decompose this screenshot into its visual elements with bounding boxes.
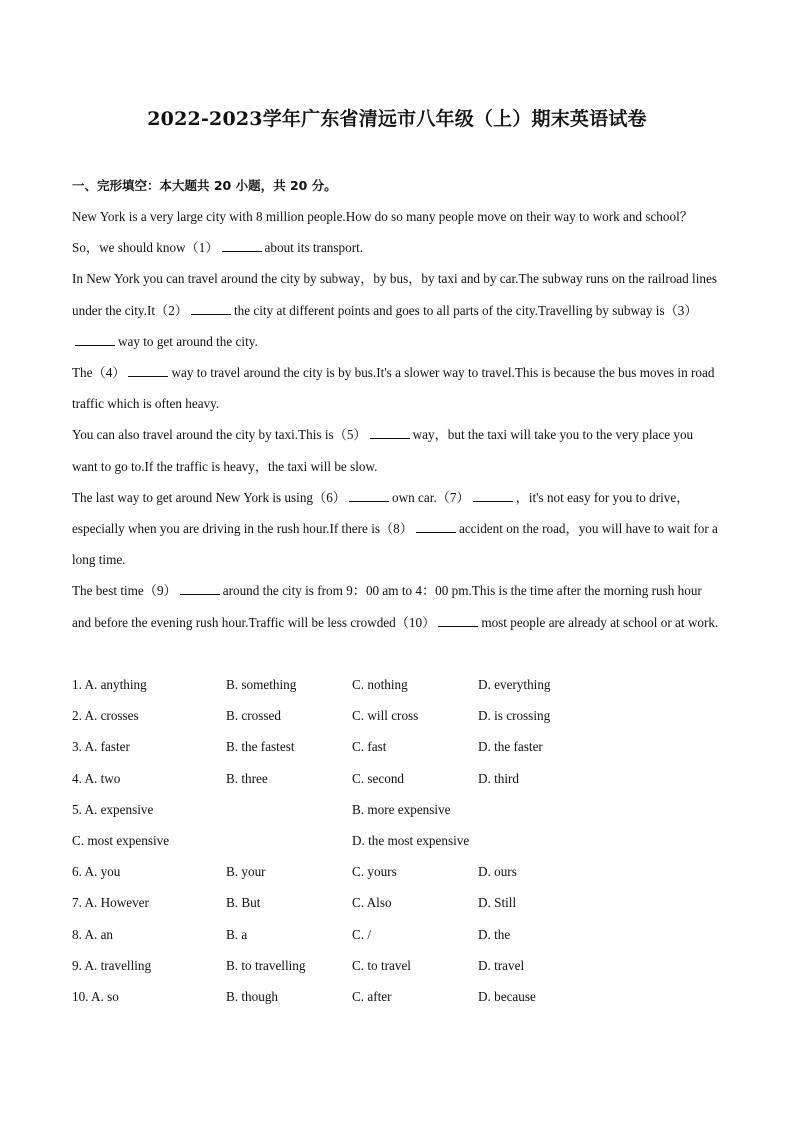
option-choice: C. second bbox=[352, 770, 405, 786]
option-choice: B. the fastest bbox=[226, 739, 295, 755]
option-choice: D. Still bbox=[478, 895, 517, 911]
answer-blank bbox=[128, 363, 168, 377]
option-choice: C. fast bbox=[352, 739, 387, 755]
option-choice: C. Also bbox=[352, 895, 392, 911]
passage-paragraph bbox=[72, 575, 720, 637]
option-choice: D. everything bbox=[478, 677, 551, 692]
option-row bbox=[72, 763, 732, 794]
option-choice: D. because bbox=[478, 988, 536, 1004]
option-row bbox=[72, 887, 732, 918]
option-choice: B. though bbox=[226, 988, 279, 1004]
option-row bbox=[72, 669, 732, 700]
passage-text: way to get around the city. bbox=[118, 333, 258, 349]
passage-paragraph bbox=[72, 357, 720, 419]
option-choice: C. after bbox=[352, 988, 392, 1004]
option-choice: D. is crossing bbox=[478, 708, 551, 724]
option-choice: C. will cross bbox=[352, 708, 419, 724]
passage-paragraph bbox=[72, 201, 720, 263]
option-choice: 2. A. crosses bbox=[72, 708, 139, 724]
answer-blank bbox=[180, 581, 220, 595]
answer-blank bbox=[438, 613, 478, 627]
option-choice: B. crossed bbox=[226, 708, 281, 724]
option-row bbox=[72, 950, 732, 981]
option-row bbox=[72, 825, 732, 856]
option-choice: B. three bbox=[226, 770, 268, 786]
option-choice: 10. A. so bbox=[72, 988, 119, 1004]
option-choice: 4. A. two bbox=[72, 770, 121, 786]
option-choice: D. the most expensive bbox=[352, 832, 470, 848]
passage-text: The last way to get around New York is using（6） bbox=[72, 489, 346, 505]
option-choice: B. your bbox=[226, 864, 266, 880]
option-choice: D. travel bbox=[478, 957, 525, 973]
option-choice: C. nothing bbox=[352, 677, 408, 692]
answer-blank bbox=[191, 301, 231, 315]
answer-options bbox=[72, 669, 732, 1012]
passage-text: about its transport. bbox=[264, 240, 364, 256]
option-choice: 8. A. an bbox=[72, 926, 114, 942]
option-choice: D. the bbox=[478, 926, 511, 942]
passage-text: accident on the road，you will have to wait for a long time. bbox=[72, 521, 718, 568]
option-choice: D. ours bbox=[478, 864, 517, 880]
option-row bbox=[72, 700, 732, 731]
passage-text: most people are already at school or at work. bbox=[481, 614, 719, 630]
passage-text: around the city is from 9：00 am to 4：00 pm.This is the time after the morning rush hour and before the evening rush hour.Traffic will be less crowded（10） bbox=[72, 583, 702, 630]
cloze-passage bbox=[72, 201, 720, 638]
option-choice: D. the faster bbox=[478, 739, 543, 755]
section-heading: 一、完形填空：本大题共 20 小题，共 20 分。 bbox=[72, 178, 337, 193]
option-choice: 1. A. anything bbox=[72, 677, 147, 692]
passage-text: the city at different points and goes to all parts of the city.Travelling by subway is（3） bbox=[233, 302, 698, 318]
option-choice: B. But bbox=[226, 895, 261, 911]
option-choice: C. / bbox=[352, 926, 372, 942]
option-row bbox=[72, 919, 732, 950]
answer-blank bbox=[370, 425, 410, 439]
passage-text: ，it's not easy for you to drive，especially when you are driving in the rush hour.If there is（8） bbox=[72, 489, 690, 537]
answer-blank bbox=[416, 519, 456, 533]
option-choice: C. yours bbox=[352, 864, 397, 880]
answer-blank bbox=[473, 488, 513, 502]
answer-blank bbox=[222, 238, 262, 252]
passage-text: In New York you can travel around the city by subway，by bus，by taxi and by car.The subway runs on the railroad lines under the city.It（2） bbox=[72, 271, 717, 318]
passage-text: You can also travel around the city by taxi.This is（5） bbox=[72, 427, 367, 443]
option-choice: B. something bbox=[226, 677, 297, 692]
passage-text: own car.（7） bbox=[391, 489, 470, 505]
passage-text: way to travel around the city is by bus.It's a slower way to travel.This is because the bus moves in road traffic which is often heavy. bbox=[72, 365, 715, 412]
option-choice: C. to travel bbox=[352, 957, 411, 973]
page-title: 2022-2023学年广东省清远市八年级（上）期末英语试卷 bbox=[147, 108, 647, 130]
option-choice: 9. A. travelling bbox=[72, 957, 152, 973]
answer-blank bbox=[75, 332, 115, 346]
passage-paragraph bbox=[72, 482, 720, 576]
option-choice: 3. A. faster bbox=[72, 739, 130, 755]
option-choice: D. third bbox=[478, 770, 520, 786]
option-choice: B. a bbox=[226, 926, 248, 942]
option-choice: 5. A. expensive bbox=[72, 801, 154, 817]
option-choice: 6. A. you bbox=[72, 864, 121, 880]
option-row bbox=[72, 731, 732, 762]
passage-text: The best time（9） bbox=[72, 583, 177, 599]
option-row bbox=[72, 856, 732, 887]
option-choice: B. more expensive bbox=[352, 801, 451, 817]
passage-text: The（4） bbox=[72, 365, 126, 381]
answer-blank bbox=[349, 488, 389, 502]
option-choice: B. to travelling bbox=[226, 957, 306, 973]
option-choice: C. most expensive bbox=[72, 832, 170, 848]
passage-text: New York is a very large city with 8 million people.How do so many people move on their way to work and school？So，we should know（1） bbox=[72, 209, 693, 256]
option-row bbox=[72, 794, 732, 825]
passage-text: way，but the taxi will take you to the very place you want to go to.If the traffic is heavy，the taxi will be slow. bbox=[72, 427, 694, 474]
passage-paragraph bbox=[72, 419, 720, 481]
passage-paragraph bbox=[72, 263, 720, 357]
option-choice: 7. A. However bbox=[72, 895, 149, 911]
option-row bbox=[72, 981, 732, 1012]
